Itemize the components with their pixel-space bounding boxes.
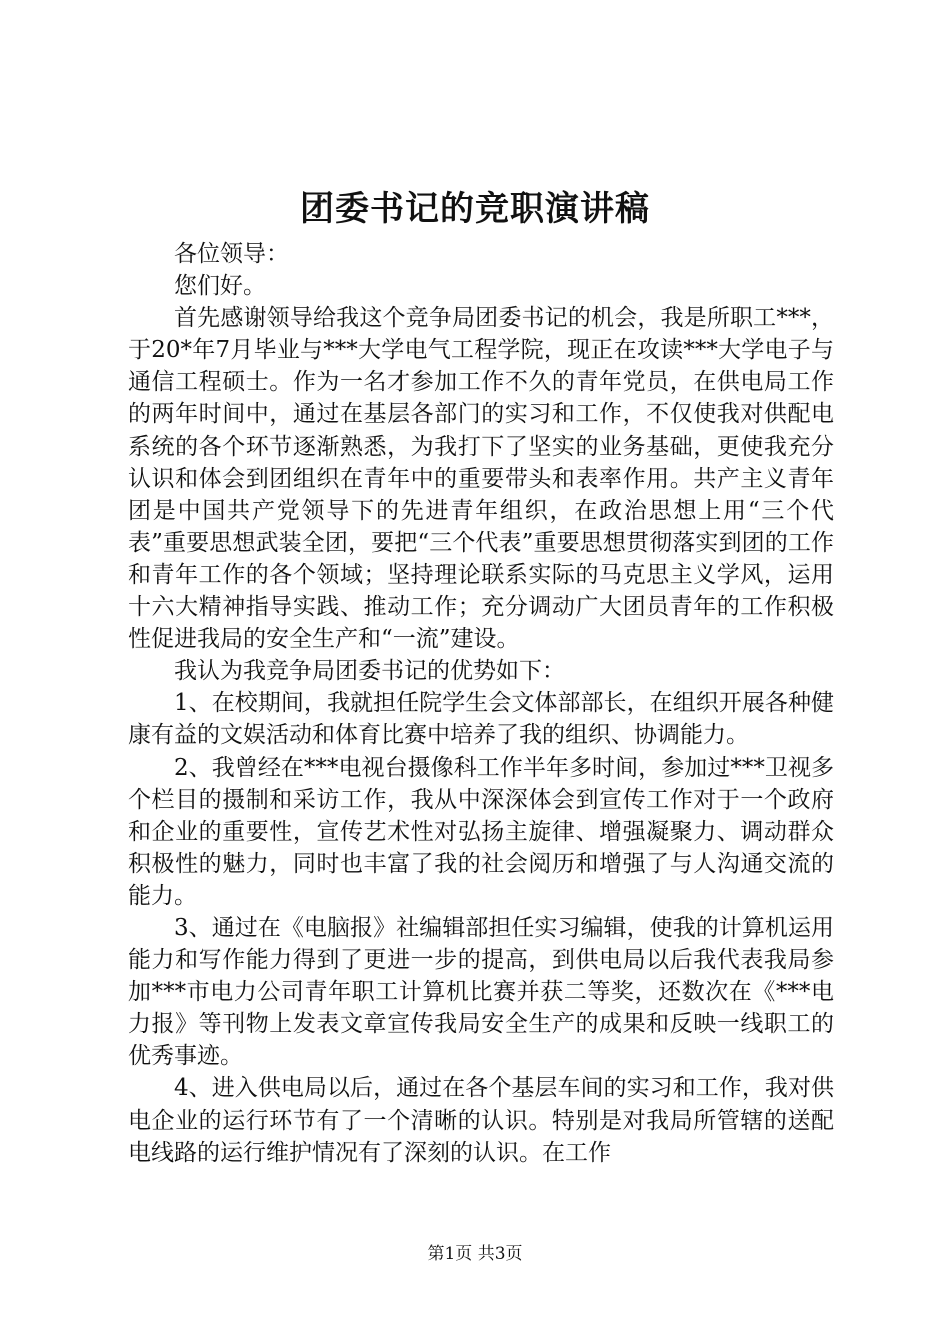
paragraph-item-3: 3、通过在《电脑报》社编辑部担任实习编辑，使我的计算机运用能力和写作能力得到了更进一步的提高，到供电局以后我代表我局参加***市电力公司青年职工计算机比赛并获二等奖，还数次在《***电力报》等刊物上发表文章宣传我局安全生产的成果和反映一线职工的优秀事迹。 (128, 914, 834, 1070)
paragraph-advantages-heading: 我认为我竞争局团委书记的优势如下： (174, 658, 565, 685)
paragraph-intro: 首先感谢领导给我这个竞争局团委书记的机会，我是所职工***，于20*年7月毕业与***大学电气工程学院，现正在攻读***大学电子与通信工程硕士。作为一名才参加工作不久的青年党员，在供电局工作的两年时间中，通过在基层各部门的实习和工作，不仅使我对供配电系统的各个环节逐渐熟悉，为我打下了坚实的业务基础，更使我充分认识和体会到团组织在青年中的重要带头和表率作用。共产主义青年团是中国共产党领导下的先进青年组织，在政治思想上用“三个代表”重要思想武装全团，要把“三个代表”重要思想贯彻落实到团的工作和青年工作的各个领域；坚持理论联系实际的马克思主义学风，运用十六大精神指导实践、推动工作；充分调动广大团员青年的工作积极性促进我局的安全生产和“一流”建设。 (128, 305, 834, 653)
paragraph-item-2: 2、我曾经在***电视台摄像科工作半年多时间，参加过***卫视多个栏目的摄制和采访工作，我从中深深体会到宣传工作对于一个政府和企业的重要性，宣传艺术性对弘扬主旋律、增强凝聚力、调动群众积极性的魅力，同时也丰富了我的社会阅历和增强了与人沟通交流的能力。 (128, 754, 834, 909)
document-title: 团委书记的竞职演讲稿 (300, 189, 650, 229)
paragraph-item-4: 4、进入供电局以后，通过在各个基层车间的实习和工作，我对供电企业的运行环节有了一个清晰的认识。特别是对我局所管辖的送配电线路的运行维护情况有了深刻的认识。在工作 (128, 1075, 834, 1166)
paragraph-item-1: 1、在校期间，我就担任院学生会文体部部长，在组织开展各种健康有益的文娱活动和体育比赛中培养了我的组织、协调能力。 (128, 690, 834, 749)
page-number-footer: 第1页 共3页 (427, 1244, 523, 1264)
salutation: 各位领导： (174, 241, 289, 267)
document-body (128, 238, 834, 1169)
greeting: 您们好。 (174, 273, 266, 300)
